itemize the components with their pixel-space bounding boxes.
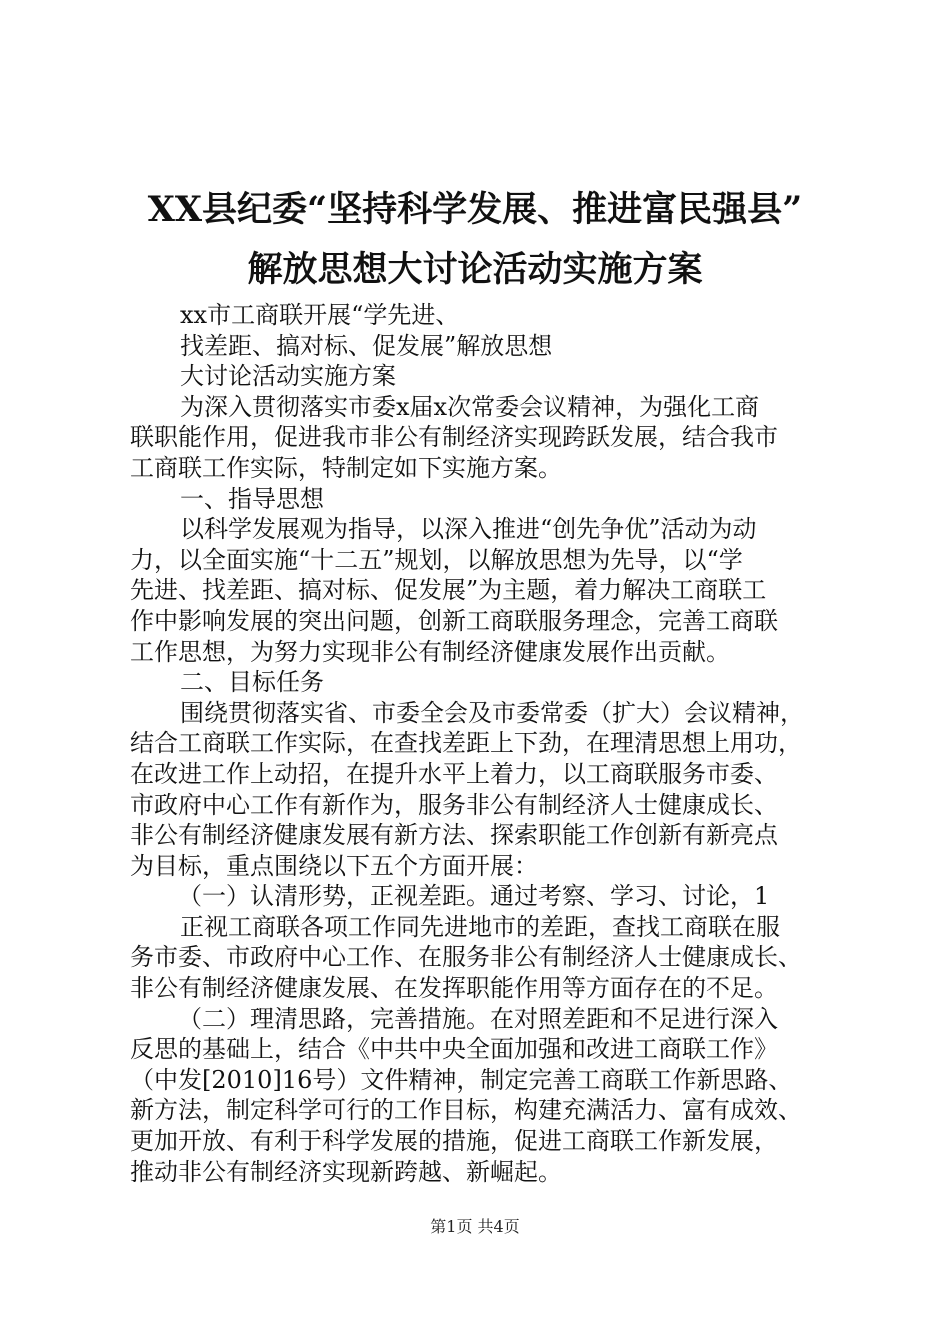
body-line: 推动非公有制经济实现新跨越、新崛起。: [130, 1157, 562, 1186]
subsection-line: （二）理清思路，完善措施。在对照差距和不足进行深入: [178, 1004, 778, 1033]
body-line: （中发[2010]16号）文件精神，制定完善工商联工作新思路、: [130, 1065, 793, 1094]
body-line: 为深入贯彻落实市委x届x次常委会议精神，为强化工商: [180, 392, 760, 421]
body-line: 为目标，重点围绕以下五个方面开展：: [130, 851, 538, 880]
subsection-line: （一）认清形势，正视差距。通过考察、学习、讨论，1: [178, 882, 770, 911]
section-heading: 一、指导思想: [180, 484, 324, 513]
body-line: 围绕贯彻落实省、市委全会及市委常委（扩大）会议精神，: [180, 698, 804, 727]
body-line: 工商联工作实际，特制定如下实施方案。: [130, 453, 562, 482]
body-line: 作中影响发展的突出问题，创新工商联服务理念，完善工商联: [130, 606, 778, 635]
body-line: 找差距、搞对标、促发展”解放思想: [180, 331, 553, 360]
body-line: 新方法，制定科学可行的工作目标，构建充满活力、富有成效、: [130, 1096, 802, 1125]
body-line: 力，以全面实施“十二五”规划，以解放思想为先导，以“学: [130, 545, 743, 574]
body-line: 务市委、市政府中心工作、在服务非公有制经济人士健康成长、: [130, 943, 802, 972]
body-line: 工作思想，为努力实现非公有制经济健康发展作出贡献。: [130, 637, 730, 666]
body-line: 结合工商联工作实际，在查找差距上下劲，在理清思想上用功，: [130, 729, 802, 758]
body-line: 更加开放、有利于科学发展的措施，促进工商联工作新发展，: [130, 1127, 778, 1156]
body-line: 反思的基础上，结合《中共中央全面加强和改进工商联工作》: [130, 1035, 778, 1064]
body-line: 先进、找差距、搞对标、促发展”为主题，着力解决工商联工: [130, 576, 767, 605]
page-footer: 第1页 共4页: [430, 1217, 520, 1236]
body-line: 以科学发展观为指导，以深入推进“创先争优”活动为动: [180, 515, 757, 544]
body-line: 正视工商联各项工作同先进地市的差距，查找工商联在服: [180, 912, 780, 941]
section-heading: 二、目标任务: [180, 668, 324, 697]
body-line: 非公有制经济健康发展、在发挥职能作用等方面存在的不足。: [130, 974, 778, 1003]
document-title-line-2: 解放思想大讨论活动实施方案: [247, 249, 703, 290]
body-line: xx市工商联开展“学先进、: [180, 301, 460, 329]
body-line: 在改进工作上动招，在提升水平上着力，以工商联服务市委、: [130, 759, 778, 788]
document-title-line-1: XX县纪委“坚持科学发展、推进富民强县”: [147, 189, 803, 230]
body-line: 市政府中心工作有新作为，服务非公有制经济人士健康成长、: [130, 790, 778, 819]
document-body: [130, 300, 830, 1187]
body-line: 非公有制经济健康发展有新方法、探索职能工作创新有新亮点: [130, 821, 778, 850]
body-line: 联职能作用，促进我市非公有制经济实现跨跃发展，结合我市: [130, 423, 778, 452]
body-line: 大讨论活动实施方案: [180, 362, 396, 391]
